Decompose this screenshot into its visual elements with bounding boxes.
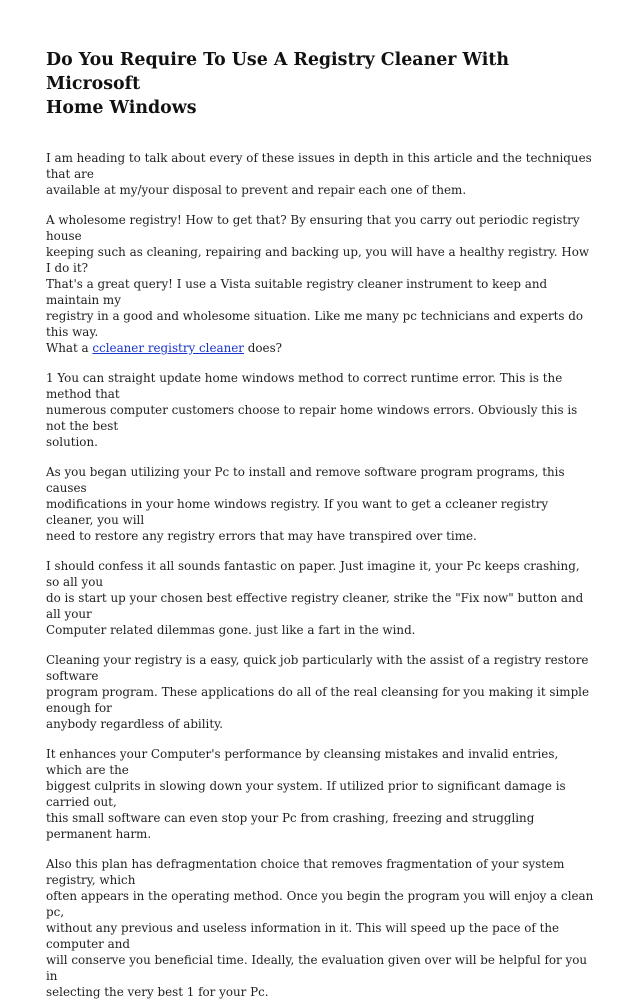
- text-line: numerous computer customers choose to repair home windows errors. Obviously this is not the best: [46, 403, 578, 433]
- text-line: without any previous and useless information in it. This will speed up the pace of the computer and: [46, 921, 560, 951]
- text-line: anybody regardless of ability.: [46, 717, 224, 731]
- text-line: I should confess it all sounds fantastic on paper. Just imagine it, your Pc keeps crashing, so all you: [46, 559, 580, 589]
- text-line: program program. These applications do all of the real cleansing for you making it simple enough for: [46, 685, 590, 715]
- paragraph-3: [46, 370, 594, 450]
- title-line-2: Home Windows: [46, 98, 197, 118]
- text-line: It enhances your Computer's performance by cleansing mistakes and invalid entries, which are the: [46, 747, 559, 777]
- text-line: Also this plan has defragmentation choice that removes fragmentation of your system registry, which: [46, 857, 565, 887]
- ccleaner-registry-cleaner-link[interactable]: ccleaner registry cleaner: [92, 341, 244, 355]
- text-line: available at my/your disposal to prevent and repair each one of them.: [46, 183, 467, 197]
- text-line: That's a great query! I use a Vista suitable registry cleaner instrument to keep and maintain my: [46, 277, 548, 307]
- paragraph-1: [46, 150, 594, 198]
- paragraph-8: [46, 856, 594, 1000]
- text-line: will conserve you beneficial time. Ideally, the evaluation given over will be helpful for you in: [46, 953, 588, 983]
- text-line: biggest culprits in slowing down your system. If utilized prior to significant damage is carried out,: [46, 779, 566, 809]
- text-line: keeping such as cleaning, repairing and backing up, you will have a healthy registry. How I do it?: [46, 245, 590, 275]
- text-fragment: does?: [243, 341, 283, 355]
- text-line: Computer related dilemmas gone. just like a fart in the wind.: [46, 623, 416, 637]
- paragraph-4: [46, 464, 594, 544]
- page-title: [46, 48, 594, 120]
- text-line: I am heading to talk about every of these issues in depth in this article and the techniques that are: [46, 151, 592, 181]
- text-fragment: What a: [46, 341, 93, 355]
- text-line: As you began utilizing your Pc to install and remove software program programs, this causes: [46, 465, 565, 495]
- text-line: Cleaning your registry is a easy, quick job particularly with the assist of a registry restore software: [46, 653, 589, 683]
- text-line: need to restore any registry errors that may have transpired over time.: [46, 529, 477, 543]
- text-line: registry in a good and wholesome situation. Like me many pc technicians and experts do this way.: [46, 309, 584, 339]
- paragraph-7: [46, 746, 594, 842]
- paragraph-5: [46, 558, 594, 638]
- text-line: solution.: [46, 435, 98, 449]
- text-line: modifications in your home windows registry. If you want to get a ccleaner registry cleaner, you will: [46, 497, 549, 527]
- document-page: [46, 48, 594, 1000]
- text-line: do is start up your chosen best effective registry cleaner, strike the "Fix now" button and all your: [46, 591, 584, 621]
- text-line: often appears in the operating method. Once you begin the program you will enjoy a clean pc,: [46, 889, 594, 919]
- paragraph-2: [46, 212, 594, 356]
- text-line: this small software can even stop your Pc from crashing, freezing and struggling permanent harm.: [46, 811, 535, 841]
- text-line: A wholesome registry! How to get that? By ensuring that you carry out periodic registry house: [46, 213, 580, 243]
- text-line: 1 You can straight update home windows method to correct runtime error. This is the method that: [46, 371, 563, 401]
- paragraph-6: [46, 652, 594, 732]
- text-line: selecting the very best 1 for your Pc.: [46, 985, 269, 999]
- title-line-1: Do You Require To Use A Registry Cleaner With Microsoft: [46, 50, 510, 94]
